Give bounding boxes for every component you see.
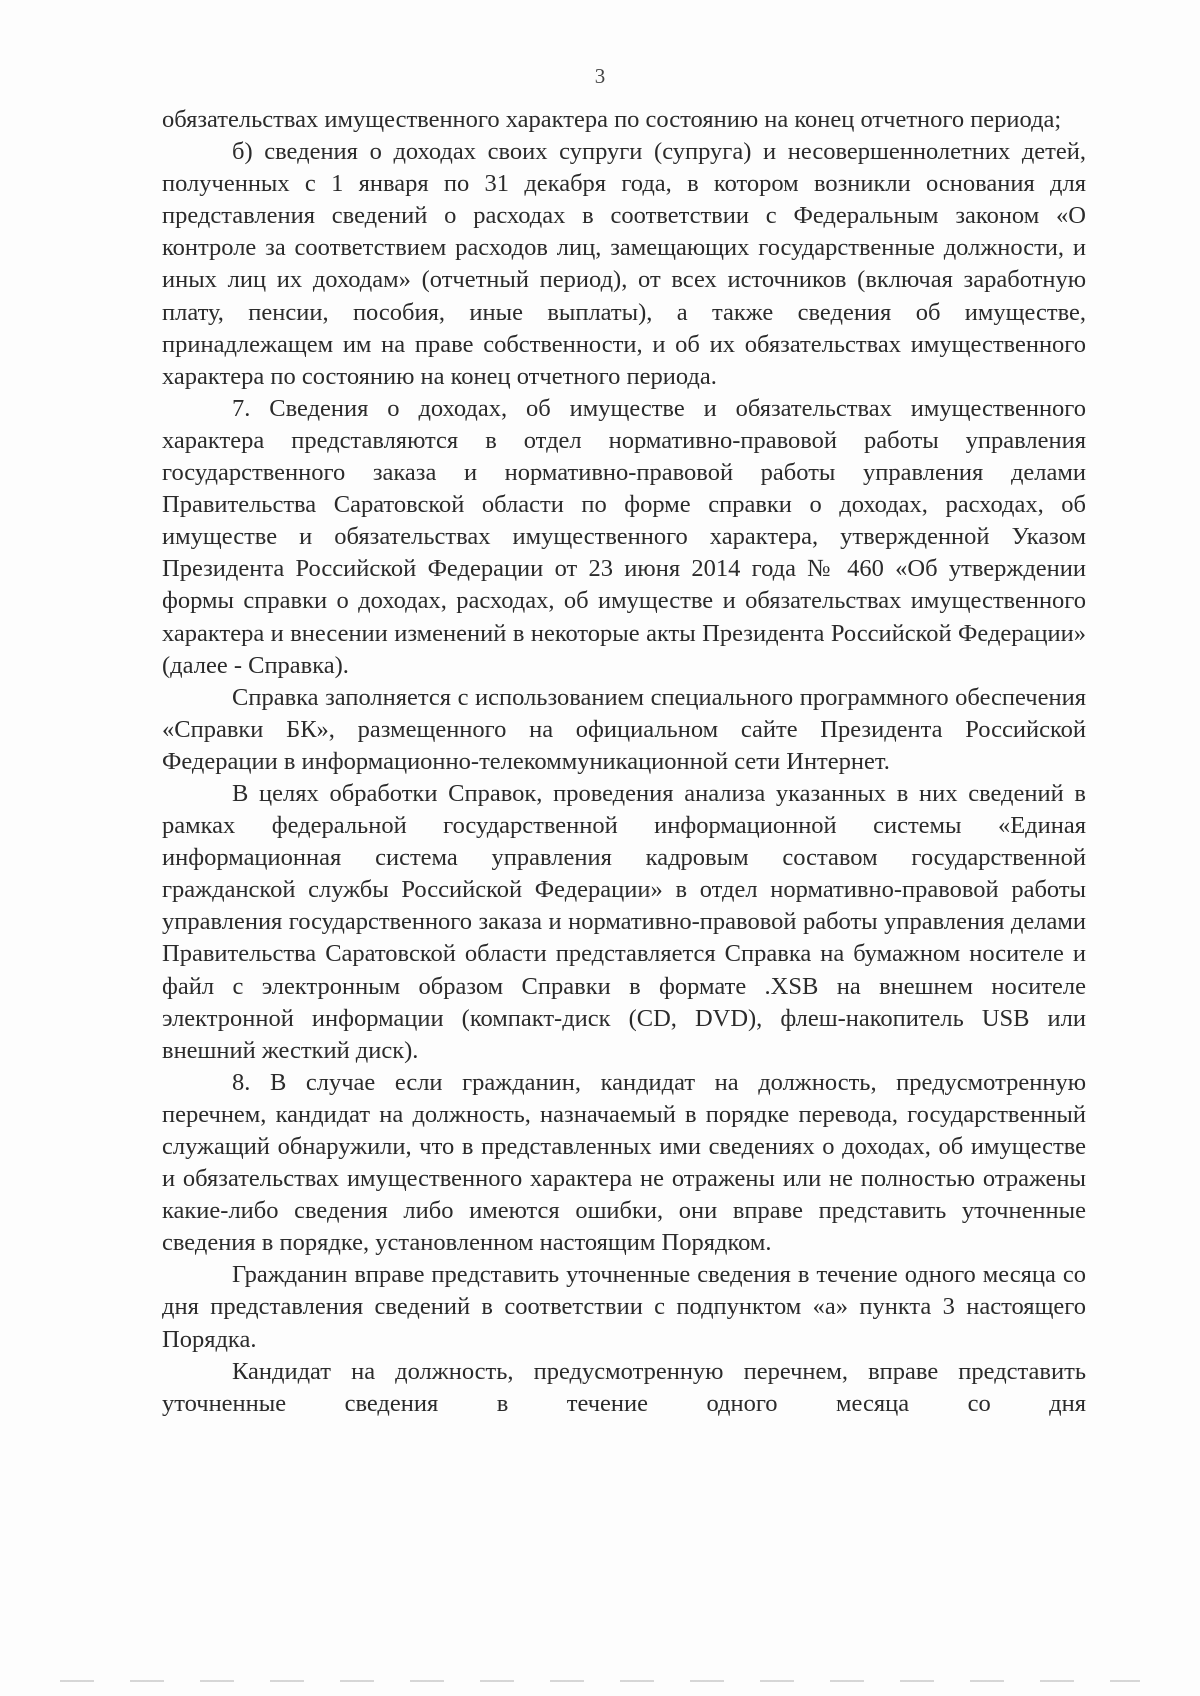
document-body (162, 104, 1086, 1420)
page-number: 3 (594, 64, 606, 88)
paragraph-candidate: Кандидат на должность, предусмотренную перечнем, вправе представить уточненные сведения в течение одного месяца со дня (162, 1357, 1086, 1417)
paragraph-spravka-fill: Справка заполняется с использованием специального программного обеспечения «Справки БК», размещенного на официальном сайте Президента Российской Федерации в информационно-телекоммуникационной сети Интернет. (162, 683, 1086, 775)
paragraph-6b: б) сведения о доходах своих супруги (супруга) и несовершеннолетних детей, полученных с 1 января по 31 декабря года, в котором возникли основания для представления сведений о расходах в соответствии с Федеральным законом «О контроле за соответствием расходов лиц, замещающих государственные должности, и иных лиц их доходам» (отчетный период), от всех источников (включая заработную плату, пенсии, пособия, иные выплаты), а также сведения об имуществе, принадлежащем им на праве собственности, и об их обязательствах имущественного характера по состоянию на конец отчетного периода. (162, 138, 1086, 390)
paragraph-7: 7. Сведения о доходах, об имуществе и обязательствах имущественного характера представляются в отдел нормативно-правовой работы управления государственного заказа и нормативно-правовой работы управления делами Правительства Саратовской области по форме справки о доходах, расходах, об имуществе и обязательствах имущественного характера, утвержденной Указом Президента Российской Федерации от 23 июня 2014 года № 460 «Об утверждении формы справки о доходах, расходах, об имуществе и обязательствах имущественного характера и внесении изменений в некоторые акты Президента Российской Федерации» (далее - Справка). (162, 394, 1086, 679)
scan-bottom-edge (60, 1680, 1140, 1682)
paragraph-8: 8. В случае если гражданин, кандидат на должность, предусмотренную перечнем, кандидат на должность, назначаемый в порядке перевода, государственный служащий обнаружили, что в представленных ими сведениях о доходах, об имуществе и обязательствах имущественного характера не отражены или не полностью отражены какие-либо сведения либо имеются ошибки, они вправе представить уточненные сведения в порядке, установленном настоящим Порядком. (162, 1068, 1086, 1257)
paragraph-processing: В целях обработки Справок, проведения анализа указанных в них сведений в рамках федеральной государственной информационной системы «Единая информационная система управления кадровым составом государственной гражданской службы Российской Федерации» в отдел нормативно-правовой работы управления государственного заказа и нормативно-правовой работы управления делами Правительства Саратовской области представляется Справка на бумажном носителе и файл с электронным образом Справки в формате .XSB на внешнем носителе электронной информации (компакт-диск (CD, DVD), флеш-накопитель USB или внешний жесткий диск). (162, 779, 1086, 1064)
paragraph-continuation: обязательствах имущественного характера по состоянию на конец отчетного периода; (162, 106, 1062, 133)
paragraph-citizen: Гражданин вправе представить уточненные сведения в течение одного месяца со дня представления сведений в соответствии с подпунктом «а» пункта 3 настоящего Порядка. (162, 1261, 1086, 1353)
